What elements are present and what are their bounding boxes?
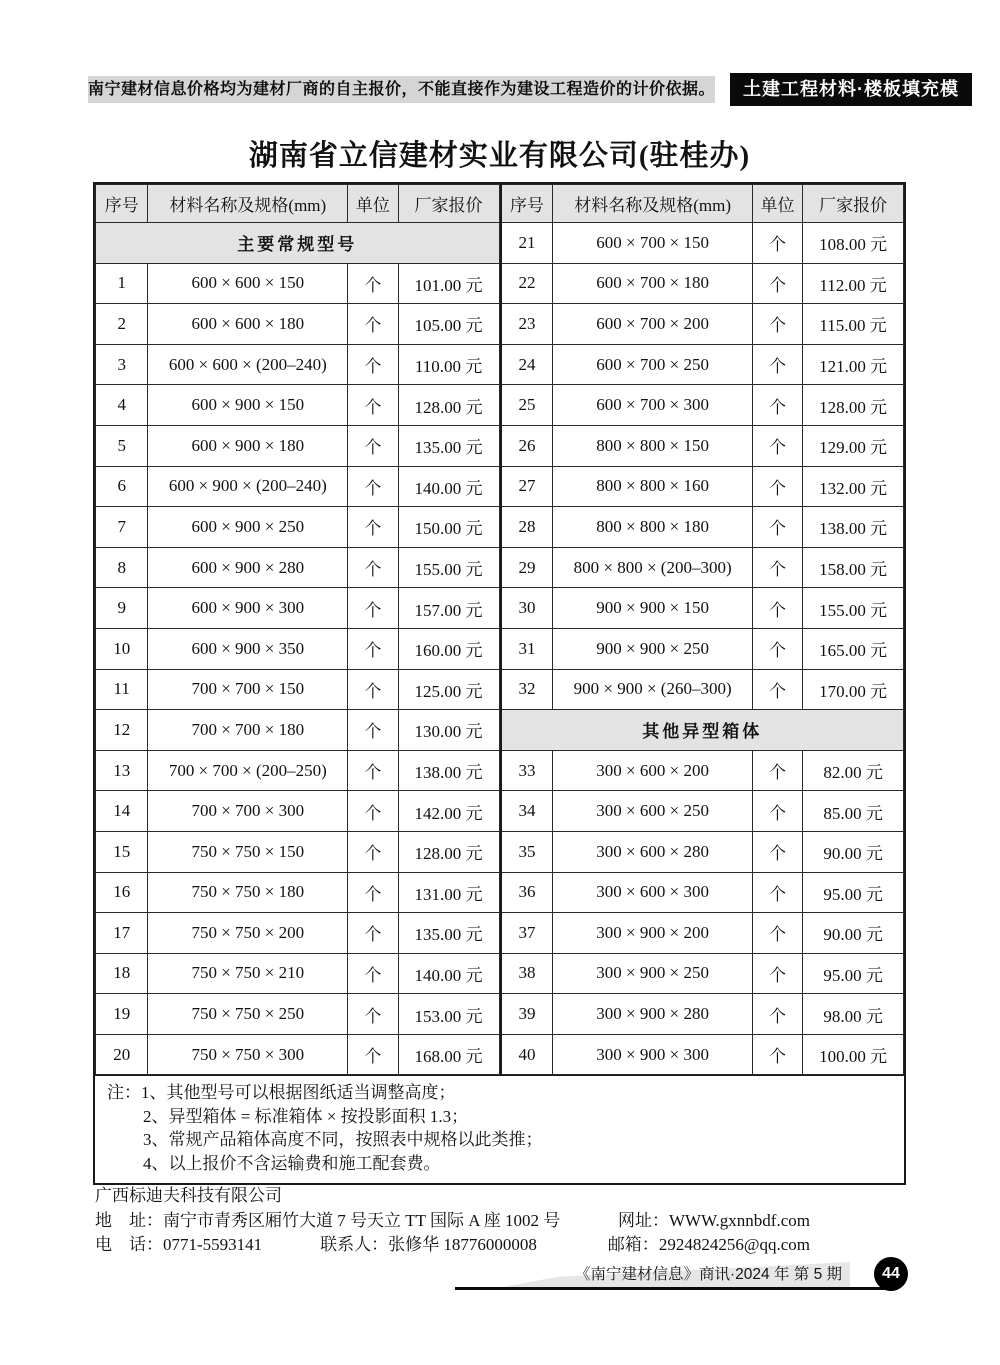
table-row (501, 507, 904, 548)
price-cell: 168.00 元 (398, 1034, 499, 1075)
price-cell: 115.00 元 (803, 304, 904, 345)
column-header-row (96, 185, 500, 223)
column-header-spec: 材料名称及规格(mm) (148, 185, 348, 223)
column-header-price: 厂家报价 (803, 185, 904, 223)
footer-row-phone (95, 1233, 908, 1258)
table-row (96, 913, 500, 954)
address-label: 地 址： (95, 1210, 163, 1230)
row-number-cell: 27 (501, 466, 553, 507)
price-cell: 157.00 元 (398, 588, 499, 629)
spec-cell: 600 × 600 × (200–240) (148, 344, 348, 385)
unit-cell: 个 (752, 994, 802, 1035)
column-header-unit: 单位 (752, 185, 802, 223)
spec-cell: 700 × 700 × (200–250) (148, 750, 348, 791)
row-number-cell: 23 (501, 304, 553, 345)
spec-cell: 300 × 900 × 300 (553, 1034, 752, 1075)
bottom-page-bar (455, 1256, 908, 1292)
price-cell: 155.00 元 (803, 588, 904, 629)
contact-label: 联系人： (320, 1235, 389, 1254)
unit-cell: 个 (348, 263, 398, 304)
table-row (96, 588, 500, 629)
price-cell: 85.00 元 (803, 791, 904, 832)
spec-cell: 750 × 750 × 300 (148, 1034, 348, 1075)
spec-cell: 600 × 900 × 350 (148, 628, 348, 669)
note-line (107, 1081, 894, 1105)
row-number-cell: 15 (96, 831, 148, 872)
row-number-cell: 29 (501, 547, 553, 588)
row-number-cell: 32 (501, 669, 553, 710)
spec-cell: 600 × 900 × 250 (148, 507, 348, 548)
spec-cell: 600 × 900 × 280 (148, 547, 348, 588)
company-name: 广西标迪夫科技有限公司 (95, 1186, 282, 1205)
unit-cell: 个 (752, 263, 802, 304)
table-row (96, 831, 500, 872)
unit-cell: 个 (348, 425, 398, 466)
price-cell: 128.00 元 (803, 385, 904, 426)
note-line: 3、常规产品箱体高度不同，按照表中规格以此类推； (143, 1130, 543, 1150)
row-number-cell: 30 (501, 588, 553, 629)
section-header-regular: 主要常规型号 (96, 223, 500, 264)
row-number-cell: 14 (96, 791, 148, 832)
row-number-cell: 4 (96, 385, 148, 426)
price-cell: 155.00 元 (398, 547, 499, 588)
table-row (501, 750, 904, 791)
row-number-cell: 38 (501, 953, 553, 994)
row-number-cell: 24 (501, 344, 553, 385)
price-cell: 131.00 元 (398, 872, 499, 913)
row-number-cell: 16 (96, 872, 148, 913)
unit-cell: 个 (348, 994, 398, 1035)
spec-cell: 750 × 750 × 210 (148, 953, 348, 994)
unit-cell: 个 (348, 466, 398, 507)
row-number-cell: 22 (501, 263, 553, 304)
table-row (501, 628, 904, 669)
unit-cell: 个 (752, 669, 802, 710)
table-halves (95, 184, 904, 1075)
unit-cell: 个 (752, 466, 802, 507)
row-number-cell: 40 (501, 1034, 553, 1075)
price-cell: 125.00 元 (398, 669, 499, 710)
row-number-cell: 31 (501, 628, 553, 669)
row-number-cell: 20 (96, 1034, 148, 1075)
spec-cell: 300 × 600 × 200 (553, 750, 752, 791)
table-row (501, 791, 904, 832)
disclaimer-banner: 南宁建材信息价格均为建材厂商的自主报价，不能直接作为建设工程造价的计价依据。 (88, 76, 715, 103)
unit-cell: 个 (752, 507, 802, 548)
top-bar (88, 73, 960, 106)
table-row (96, 994, 500, 1035)
spec-cell: 600 × 700 × 300 (553, 385, 752, 426)
publication-info: 《南宁建材信息》商讯·2024 年 第 5 期 (575, 1266, 842, 1283)
table-row (501, 385, 904, 426)
spec-cell: 800 × 800 × 180 (553, 507, 752, 548)
table-row (96, 710, 500, 751)
column-header-spec: 材料名称及规格(mm) (553, 185, 752, 223)
unit-cell: 个 (348, 344, 398, 385)
spec-cell: 300 × 600 × 280 (553, 831, 752, 872)
price-cell: 138.00 元 (803, 507, 904, 548)
column-header-unit: 单位 (348, 185, 398, 223)
spec-cell: 800 × 800 × (200–300) (553, 547, 752, 588)
spec-cell: 300 × 600 × 250 (553, 791, 752, 832)
row-number-cell: 36 (501, 872, 553, 913)
spec-cell: 600 × 600 × 150 (148, 263, 348, 304)
right-table-body-bottom (501, 750, 904, 1075)
website-label: 网址： (617, 1210, 669, 1230)
website-line (618, 1209, 908, 1234)
unit-cell: 个 (752, 872, 802, 913)
table-row (96, 872, 500, 913)
price-cell: 100.00 元 (803, 1034, 904, 1075)
email-label: 邮箱： (607, 1235, 659, 1254)
price-cell: 138.00 元 (398, 750, 499, 791)
spec-cell: 900 × 900 × 150 (553, 588, 752, 629)
table-row (501, 994, 904, 1035)
pricing-table (93, 182, 906, 1185)
price-cell: 150.00 元 (398, 507, 499, 548)
spec-cell: 300 × 600 × 300 (553, 872, 752, 913)
unit-cell: 个 (752, 588, 802, 629)
section-header-row (501, 710, 904, 751)
price-cell: 90.00 元 (803, 831, 904, 872)
row-number-cell: 13 (96, 750, 148, 791)
table-row (501, 953, 904, 994)
unit-cell: 个 (752, 953, 802, 994)
table-row (501, 547, 904, 588)
unit-cell: 个 (752, 750, 802, 791)
price-cell: 82.00 元 (803, 750, 904, 791)
unit-cell: 个 (752, 547, 802, 588)
page-title: 湖南省立信建材实业有限公司(驻桂办) (248, 140, 751, 172)
category-tag: 土建工程材料·楼板填充模 (730, 73, 972, 106)
price-cell: 121.00 元 (803, 344, 904, 385)
row-number-cell: 8 (96, 547, 148, 588)
unit-cell: 个 (348, 791, 398, 832)
spec-cell: 300 × 900 × 280 (553, 994, 752, 1035)
row-number-cell: 17 (96, 913, 148, 954)
spec-cell: 600 × 700 × 250 (553, 344, 752, 385)
spec-cell: 750 × 750 × 250 (148, 994, 348, 1035)
footer-contact-block (95, 1184, 908, 1258)
price-cell: 132.00 元 (803, 466, 904, 507)
phone-label: 电 话： (95, 1235, 163, 1254)
table-row (96, 507, 500, 548)
unit-cell: 个 (348, 750, 398, 791)
spec-cell: 700 × 700 × 180 (148, 710, 348, 751)
spec-cell: 600 × 700 × 200 (553, 304, 752, 345)
note-text: 1、其他型号可以根据图纸适当调整高度； (141, 1083, 456, 1103)
table-row (96, 547, 500, 588)
unit-cell: 个 (752, 831, 802, 872)
row-number-cell: 2 (96, 304, 148, 345)
price-cell: 95.00 元 (803, 953, 904, 994)
unit-cell: 个 (348, 628, 398, 669)
row-number-cell: 9 (96, 588, 148, 629)
note-line: 2、异型箱体 = 标准箱体 × 按投影面积 1.3； (143, 1106, 469, 1126)
price-cell: 135.00 元 (398, 425, 499, 466)
row-number-cell: 6 (96, 466, 148, 507)
spec-cell: 750 × 750 × 180 (148, 872, 348, 913)
unit-cell: 个 (348, 710, 398, 751)
price-cell: 165.00 元 (803, 628, 904, 669)
row-number-cell: 34 (501, 791, 553, 832)
price-cell: 158.00 元 (803, 547, 904, 588)
row-number-cell: 19 (96, 994, 148, 1035)
unit-cell: 个 (348, 872, 398, 913)
spec-cell: 800 × 800 × 160 (553, 466, 752, 507)
row-number-cell: 35 (501, 831, 553, 872)
spec-cell: 600 × 700 × 180 (553, 263, 752, 304)
email-value: 2924824256@qq.com (658, 1235, 810, 1254)
table-row (501, 669, 904, 710)
price-cell: 108.00 元 (803, 223, 904, 264)
contact-value: 张修华 18776000008 (388, 1235, 537, 1254)
table-row (501, 263, 904, 304)
unit-cell: 个 (752, 1034, 802, 1075)
table-row (501, 304, 904, 345)
unit-cell: 个 (752, 628, 802, 669)
table-row (501, 425, 904, 466)
note-line: 4、以上报价不含运输费和施工配套费。 (143, 1153, 441, 1173)
spec-cell: 600 × 700 × 150 (553, 223, 752, 264)
unit-cell: 个 (752, 344, 802, 385)
website-value: WWW.gxnnbdf.com (668, 1210, 810, 1230)
unit-cell: 个 (348, 1034, 398, 1075)
spec-cell: 750 × 750 × 200 (148, 913, 348, 954)
row-number-cell: 39 (501, 994, 553, 1035)
spec-cell: 800 × 800 × 150 (553, 425, 752, 466)
price-cell: 160.00 元 (398, 628, 499, 669)
column-header-price: 厂家报价 (398, 185, 499, 223)
price-cell: 142.00 元 (398, 791, 499, 832)
table-row (501, 913, 904, 954)
table-row (501, 223, 904, 264)
footer-row-address (95, 1209, 908, 1234)
unit-cell: 个 (752, 385, 802, 426)
left-table-body (96, 263, 500, 1075)
table-row (96, 466, 500, 507)
price-cell: 95.00 元 (803, 872, 904, 913)
table-row (501, 588, 904, 629)
right-table-body-top (501, 223, 904, 710)
table-row (96, 344, 500, 385)
table-row (501, 1034, 904, 1075)
unit-cell: 个 (752, 223, 802, 264)
phone-value: 0771-5593141 (163, 1235, 263, 1254)
price-cell: 128.00 元 (398, 385, 499, 426)
row-number-cell: 3 (96, 344, 148, 385)
table-row (96, 304, 500, 345)
table-row (96, 1034, 500, 1075)
unit-cell: 个 (348, 385, 398, 426)
spec-cell: 300 × 900 × 250 (553, 953, 752, 994)
table-row (96, 953, 500, 994)
spec-cell: 600 × 900 × 150 (148, 385, 348, 426)
spec-cell: 700 × 700 × 300 (148, 791, 348, 832)
price-cell: 170.00 元 (803, 669, 904, 710)
table-row (501, 872, 904, 913)
section-header-irregular: 其他异型箱体 (501, 710, 904, 751)
unit-cell: 个 (348, 669, 398, 710)
row-number-cell: 5 (96, 425, 148, 466)
page-number-badge: 44 (874, 1257, 908, 1291)
price-cell: 153.00 元 (398, 994, 499, 1035)
unit-cell: 个 (348, 547, 398, 588)
unit-cell: 个 (348, 588, 398, 629)
table-row (96, 669, 500, 710)
row-number-cell: 7 (96, 507, 148, 548)
row-number-cell: 26 (501, 425, 553, 466)
address-line (95, 1209, 560, 1234)
unit-cell: 个 (348, 507, 398, 548)
column-header-seq: 序号 (96, 185, 148, 223)
unit-cell: 个 (752, 304, 802, 345)
unit-cell: 个 (348, 831, 398, 872)
table-notes (95, 1075, 904, 1183)
unit-cell: 个 (752, 425, 802, 466)
spec-cell: 900 × 900 × 250 (553, 628, 752, 669)
table-row (501, 831, 904, 872)
spec-cell: 750 × 750 × 150 (148, 831, 348, 872)
unit-cell: 个 (752, 791, 802, 832)
row-number-cell: 18 (96, 953, 148, 994)
row-number-cell: 1 (96, 263, 148, 304)
column-header-seq: 序号 (501, 185, 553, 223)
row-number-cell: 33 (501, 750, 553, 791)
price-cell: 140.00 元 (398, 953, 499, 994)
price-cell: 98.00 元 (803, 994, 904, 1035)
row-number-cell: 37 (501, 913, 553, 954)
unit-cell: 个 (348, 913, 398, 954)
table-row (96, 425, 500, 466)
price-table-left (95, 184, 500, 1075)
email-line (608, 1233, 908, 1258)
unit-cell: 个 (348, 953, 398, 994)
row-number-cell: 28 (501, 507, 553, 548)
row-number-cell: 10 (96, 628, 148, 669)
spec-cell: 600 × 600 × 180 (148, 304, 348, 345)
spec-cell: 900 × 900 × (260–300) (553, 669, 752, 710)
price-table-right (500, 184, 905, 1075)
row-number-cell: 25 (501, 385, 553, 426)
spec-cell: 600 × 900 × (200–240) (148, 466, 348, 507)
table-row (96, 263, 500, 304)
price-cell: 112.00 元 (803, 263, 904, 304)
price-cell: 105.00 元 (398, 304, 499, 345)
column-header-row (501, 185, 904, 223)
section-header-row (96, 223, 500, 264)
spec-cell: 600 × 900 × 180 (148, 425, 348, 466)
phone-line (95, 1233, 537, 1258)
row-number-cell: 11 (96, 669, 148, 710)
table-row (96, 628, 500, 669)
price-cell: 128.00 元 (398, 831, 499, 872)
price-cell: 130.00 元 (398, 710, 499, 751)
unit-cell: 个 (348, 304, 398, 345)
spec-cell: 700 × 700 × 150 (148, 669, 348, 710)
bottom-rule (455, 1287, 888, 1290)
unit-cell: 个 (752, 913, 802, 954)
price-cell: 90.00 元 (803, 913, 904, 954)
price-cell: 140.00 元 (398, 466, 499, 507)
price-cell: 129.00 元 (803, 425, 904, 466)
table-row (96, 791, 500, 832)
row-number-cell: 21 (501, 223, 553, 264)
table-row (96, 385, 500, 426)
price-cell: 135.00 元 (398, 913, 499, 954)
table-row (501, 466, 904, 507)
table-row (96, 750, 500, 791)
price-cell: 101.00 元 (398, 263, 499, 304)
table-row (501, 344, 904, 385)
row-number-cell: 12 (96, 710, 148, 751)
price-cell: 110.00 元 (398, 344, 499, 385)
spec-cell: 600 × 900 × 300 (148, 588, 348, 629)
notes-label: 注： (107, 1083, 141, 1103)
spec-cell: 300 × 900 × 200 (553, 913, 752, 954)
address-value: 南宁市青秀区厢竹大道 7 号天立 TT 国际 A 座 1002 号 (163, 1210, 561, 1230)
